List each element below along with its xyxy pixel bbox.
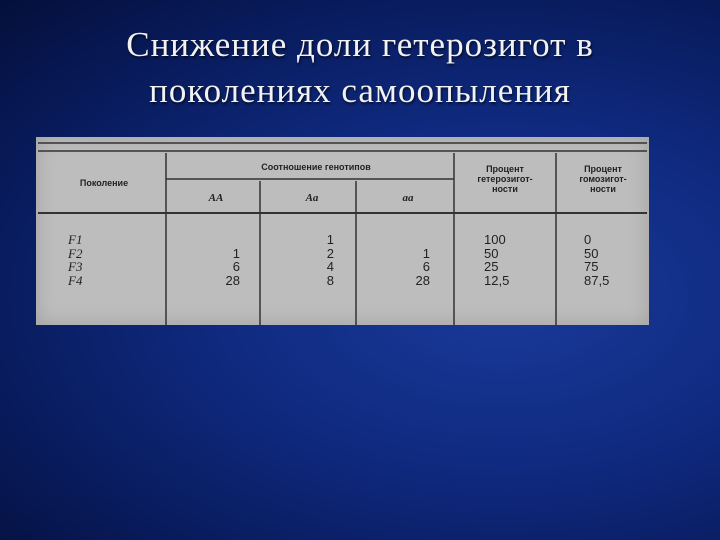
column-generation	[68, 233, 82, 287]
column-homozygosity	[584, 233, 644, 287]
cell-aa-4: 28	[415, 272, 430, 288]
cell-aa-2: 1	[422, 245, 430, 261]
column-heterozygosity	[484, 233, 544, 287]
column-Aa	[294, 233, 334, 287]
title-line-1: Снижение доли гетерозигот в	[126, 25, 594, 64]
cell-het-3: 25	[484, 259, 499, 274]
slide-title	[0, 22, 720, 114]
cell-AA-4: 28	[225, 272, 240, 288]
cell-hom-1: 0	[584, 232, 592, 247]
cell-hom-4: 87,5	[584, 272, 610, 288]
cell-Aa-3: 4	[326, 259, 334, 274]
cell-aa-3: 6	[422, 259, 430, 274]
cell-hom-3: 75	[584, 259, 599, 274]
header-homozygosity: Процент гомозигот- ности	[579, 164, 627, 194]
cell-Aa-2: 2	[326, 245, 334, 261]
column-aa	[390, 233, 430, 287]
genotype-table-image	[36, 137, 649, 325]
cell-het-2: 50	[484, 245, 499, 261]
cell-AA-3: 6	[232, 259, 240, 274]
cell-generation-2: F2	[68, 245, 83, 261]
cell-generation-3: F3	[68, 259, 83, 274]
cell-AA-2: 1	[232, 245, 240, 261]
cell-het-1: 100	[484, 232, 506, 247]
cell-generation-4: F4	[68, 272, 83, 288]
header-Aa: Aa	[305, 192, 319, 204]
header-heterozygosity: Процент гетерозигот- ности	[477, 164, 533, 194]
cell-aa-1	[390, 233, 430, 247]
cell-Aa-1: 1	[326, 232, 334, 247]
header-aa: aa	[402, 192, 414, 204]
cell-het-4: 12,5	[484, 272, 510, 288]
header-generation: Поколение	[79, 178, 129, 188]
title-line-2: поколениях самоопыления	[149, 71, 571, 110]
header-genotype-ratio: Соотношение генотипов	[261, 162, 371, 172]
cell-Aa-4: 8	[326, 272, 334, 288]
header-AA: AA	[208, 192, 224, 204]
cell-hom-2: 50	[584, 245, 599, 261]
cell-generation-1: F1	[68, 232, 83, 247]
column-AA	[200, 233, 240, 287]
cell-AA-1	[200, 233, 240, 247]
